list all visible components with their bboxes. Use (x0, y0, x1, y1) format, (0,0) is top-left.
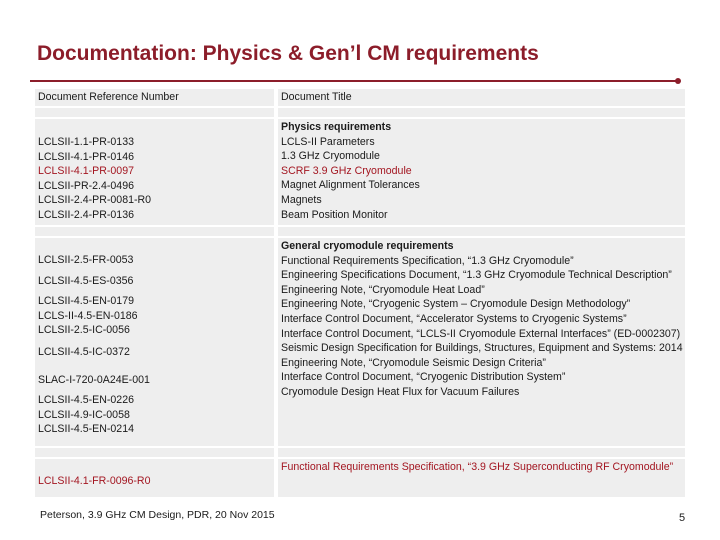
spacer-cell (35, 448, 274, 457)
doc-title: Magnets (281, 193, 322, 206)
doc-ref: LCLS-II-4.5-EN-0186 (38, 309, 138, 322)
doc-title: Seismic Design Specification for Buildings, Structures, Equipment and Systems: 2014 (281, 342, 683, 355)
doc-title-highlight: SCRF 3.9 GHz Cryomodule (281, 164, 412, 177)
doc-title-highlight: Functional Requirements Specification, “3.9 GHz Superconducting RF Cryomodule” (281, 461, 674, 473)
physics-title-cell (278, 119, 685, 225)
doc-title: Cryomodule Design Heat Flux for Vacuum Failures (281, 385, 520, 398)
doc-ref: LCLSII-PR-2.4-0496 (38, 179, 134, 192)
header-ref-cell (35, 89, 274, 106)
header-ref: Document Reference Number (38, 91, 179, 103)
header-title: Document Title (281, 91, 352, 103)
doc-ref: LCLSII-2.4-PR-0136 (38, 208, 134, 221)
doc-ref: LCLSII-4.5-EN-0179 (38, 295, 134, 308)
table-spacer-row (35, 448, 685, 457)
spacer-cell (278, 448, 685, 457)
doc-ref: SLAC-I-720-0A24E-001 (38, 373, 150, 386)
table-header-row (35, 89, 685, 106)
doc-ref: LCLSII-2.5-IC-0056 (38, 324, 130, 337)
section-heading-physics: Physics requirements (281, 121, 392, 133)
table-spacer-row (35, 227, 685, 236)
doc-ref: LCLSII-2.5-FR-0053 (38, 254, 134, 266)
doc-title: Engineering Note, “Cryomodule Heat Load” (281, 283, 485, 296)
table-spacer-row (35, 108, 685, 117)
doc-ref: LCLSII-4.5-IC-0372 (38, 345, 130, 358)
table-row-general (35, 238, 685, 446)
doc-ref: LCLSII-1.1-PR-0133 (38, 136, 134, 148)
last-ref-cell (35, 459, 274, 497)
doc-title: Engineering Note, “Cryogenic System – Cryomodule Design Methodology” (281, 298, 631, 311)
doc-title: Interface Control Document, “LCLS-II Cryomodule External Interfaces” (ED-0002307) (281, 327, 681, 340)
doc-title: Functional Requirements Specification, “1.3 GHz Cryomodule” (281, 254, 574, 267)
doc-ref: LCLSII-4.9-IC-0058 (38, 408, 130, 421)
requirements-table (35, 89, 685, 497)
general-ref-cell (35, 238, 274, 446)
general-title-cell (278, 238, 685, 446)
section-heading-general: General cryomodule requirements (281, 240, 454, 252)
doc-ref: LCLSII-4.5-ES-0356 (38, 274, 134, 287)
table-row-physics (35, 119, 685, 225)
doc-title: Interface Control Document, “Cryogenic Distribution System” (281, 371, 566, 384)
doc-ref-highlight: LCLSII-4.1-FR-0096-R0 (38, 475, 151, 487)
doc-title: Magnet Alignment Tolerances (281, 179, 420, 192)
spacer-cell (278, 108, 685, 117)
spacer-cell (35, 108, 274, 117)
slide-footer: Peterson, 3.9 GHz CM Design, PDR, 20 Nov 2015 (40, 509, 275, 521)
doc-ref: LCLSII-4.5-EN-0214 (38, 423, 134, 436)
slide-title: Documentation: Physics & Gen’l CM requirements (37, 42, 539, 65)
doc-title: Beam Position Monitor (281, 208, 388, 221)
doc-ref: LCLSII-4.5-EN-0226 (38, 394, 134, 407)
doc-ref: LCLSII-4.1-PR-0146 (38, 150, 134, 163)
doc-title: Engineering Note, “Cryomodule Seismic Design Criteria” (281, 356, 546, 369)
spacer-cell (35, 227, 274, 236)
last-title-cell (278, 459, 685, 497)
title-divider (30, 80, 678, 82)
doc-ref-highlight: LCLSII-4.1-PR-0097 (38, 165, 134, 178)
divider-end-dot (675, 78, 681, 84)
physics-ref-cell (35, 119, 274, 225)
doc-title: LCLS-II Parameters (281, 135, 375, 148)
header-title-cell (278, 89, 685, 106)
spacer-cell (278, 227, 685, 236)
doc-title: Engineering Specifications Document, “1.3 GHz Cryomodule Technical Description” (281, 269, 672, 282)
doc-title: 1.3 GHz Cryomodule (281, 150, 380, 163)
doc-ref: LCLSII-2.4-PR-0081-R0 (38, 194, 152, 207)
page-number: 5 (679, 512, 686, 524)
doc-title: Interface Control Document, “Accelerator Systems to Cryogenic Systems” (281, 312, 627, 325)
table-row-last (35, 459, 685, 497)
